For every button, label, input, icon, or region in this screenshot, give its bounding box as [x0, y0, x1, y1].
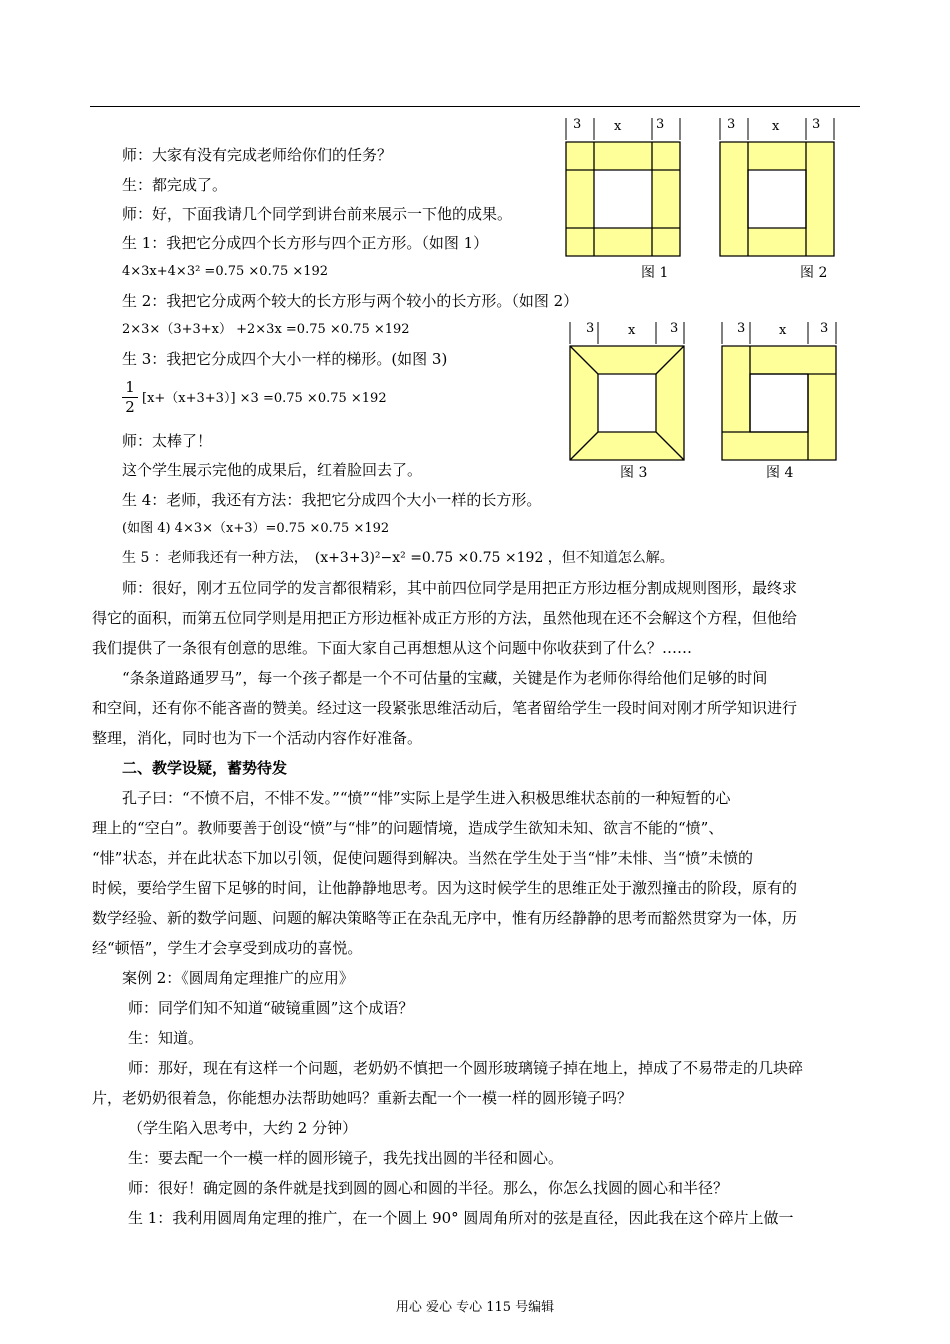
text-line: 这个学生展示完他的成果后，红着脸回去了。: [122, 461, 423, 479]
text-line: 生：都完成了。: [122, 176, 228, 194]
text-line: 生：知道。: [128, 1029, 204, 1047]
text-line: “悱”状态，并在此状态下加以引领，促使问题得到解决。当然在学生处于当“悱”未悱、当“愤”未愤的: [92, 849, 754, 867]
figure-1: [562, 116, 686, 258]
dim-label-3: 3: [656, 117, 665, 132]
dim-label-3: 3: [820, 321, 829, 336]
figure-1-frame: [566, 142, 680, 256]
text-line: 师：很好，刚才五位同学的发言都很精彩，其中前四位同学是用把正方形边框分割成规则图形，最终求: [122, 579, 798, 597]
figure-4-frame: [722, 346, 836, 460]
dim-label-3: 3: [586, 321, 595, 336]
fraction-numerator: 1: [125, 378, 135, 396]
dim-label-x: x: [772, 119, 780, 134]
formula-line: (如图 4) 4×3×（x+3）=0.75 ×0.75 ×192: [122, 521, 390, 536]
dim-label-x: x: [628, 323, 636, 338]
dim-label-3: 3: [670, 321, 679, 336]
text-line: 生 4：老师，我还有方法：我把它分成四个大小一样的长方形。: [122, 491, 542, 509]
figure-2-frame: [720, 142, 834, 256]
case-title: 案例 2：《圆周角定理推广的应用》: [122, 969, 354, 987]
text-line: 理上的“空白”。教师要善于创设“愤”与“悱”的问题情境，造成学生欲知未知、欲言不能的“愤”、: [92, 819, 724, 837]
text-line: 师：好，下面我请几个同学到讲台前来展示一下他的成果。: [122, 205, 513, 223]
figure-3-caption: 图 3: [620, 465, 648, 481]
text-line: 师：大家有没有完成老师给你们的任务？: [122, 146, 393, 164]
text-line: （学生陷入思考中，大约 2 分钟）: [128, 1119, 358, 1137]
page-footer: 用心 爱心 专心 115 号编辑: [395, 1300, 555, 1315]
figure-3: [566, 320, 690, 462]
text-line: 生 3：我把它分成四个大小一样的梯形。(如图 3): [122, 350, 448, 368]
dim-label-x: x: [614, 119, 622, 134]
formula-line: 4×3x+4×3² =0.75 ×0.75 ×192: [122, 264, 329, 279]
text-line: 孔子曰：“不愤不启，不悱不发。”“愤”“悱”实际上是学生进入积极思维状态前的一种短暂的心: [122, 789, 731, 807]
dim-label-x: x: [779, 323, 787, 338]
formula-line: 2×3×（3+3+x） +2×3x =0.75 ×0.75 ×192: [122, 322, 410, 337]
text-line: 时候，要给学生留下足够的时间，让他静静地思考。因为这时候学生的思维正处于激烈撞击的阶段，原有的: [92, 879, 798, 897]
text-line: 数学经验、新的数学问题、问题的解决策略等正在杂乱无序中，惟有历经静静的思考而豁然贯穿为一体，历: [92, 909, 798, 927]
text-line: 生 5 ：老师我还有一种方法， (x+3+3)²−x² =0.75 ×0.75 ×192 ，但不知道怎么解。: [122, 550, 674, 566]
dim-label-3: 3: [573, 117, 582, 132]
figure-2-caption: 图 2: [800, 265, 828, 281]
figure-4: [718, 320, 842, 462]
text-line: 和空间，还有你不能吝啬的赞美。经过这一段紧张思维活动后，笔者留给学生一段时间对刚才所学知识进行: [92, 699, 798, 717]
text-line: 经“顿悟”，学生才会享受到成功的喜悦。: [92, 939, 363, 957]
text-line: 生：要去配一个一模一样的圆形镜子，我先找出圆的半径和圆心。: [128, 1149, 564, 1167]
text-line: 师：同学们知不知道“破镜重圆”这个成语？: [128, 999, 414, 1017]
section-heading: 二、教学设疑，蓄势待发: [122, 759, 288, 777]
figure-2: [716, 116, 840, 258]
dim-label-3: 3: [737, 321, 746, 336]
text-line: 生 1：我利用圆周角定理的推广，在一个圆上 90° 圆周角所对的弦是直径，因此我在这个碎片上做一: [128, 1209, 794, 1227]
header-rule: [90, 106, 860, 107]
figure-4-caption: 图 4: [766, 465, 794, 481]
text-line: 得它的面积，而第五位同学则是用把正方形边框补成正方形的方法，虽然他现在还不会解这个方程，但他给: [92, 609, 798, 627]
text-line: 师：那好，现在有这样一个问题，老奶奶不慎把一个圆形玻璃镜子掉在地上，掉成了不易带走的几块碎: [128, 1059, 804, 1077]
formula-line: [x+（x+3+3）] ×3 =0.75 ×0.75 ×192: [142, 391, 387, 406]
text-line: 生 2：我把它分成两个较大的长方形与两个较小的长方形。（如图 2）: [122, 292, 579, 310]
text-line: 师：太棒了！: [122, 432, 213, 450]
text-line: 片，老奶奶很着急，你能想办法帮助她吗？重新去配一个一模一样的圆形镜子吗？: [92, 1089, 633, 1107]
text-line: 整理，消化，同时也为下一个活动内容作好准备。: [92, 729, 423, 747]
fraction-denominator: 2: [122, 397, 138, 417]
dim-label-3: 3: [727, 117, 736, 132]
figure-1-caption: 图 1: [641, 265, 669, 281]
text-line: 师：很好！确定圆的条件就是找到圆的圆心和圆的半径。那么，你怎么找圆的圆心和半径？: [128, 1179, 729, 1197]
text-line: 我们提供了一条很有创意的思维。下面大家自己再想想从这个问题中你收获到了什么？……: [92, 639, 693, 657]
dim-label-3: 3: [812, 117, 821, 132]
text-line: 生 1：我把它分成四个长方形与四个正方形。（如图 1）: [122, 234, 489, 252]
fraction-one-half: [122, 378, 138, 417]
text-line: “条条道路通罗马”，每一个孩子都是一个不可估量的宝藏，关键是作为老师你得给他们足够的时间: [122, 669, 768, 687]
